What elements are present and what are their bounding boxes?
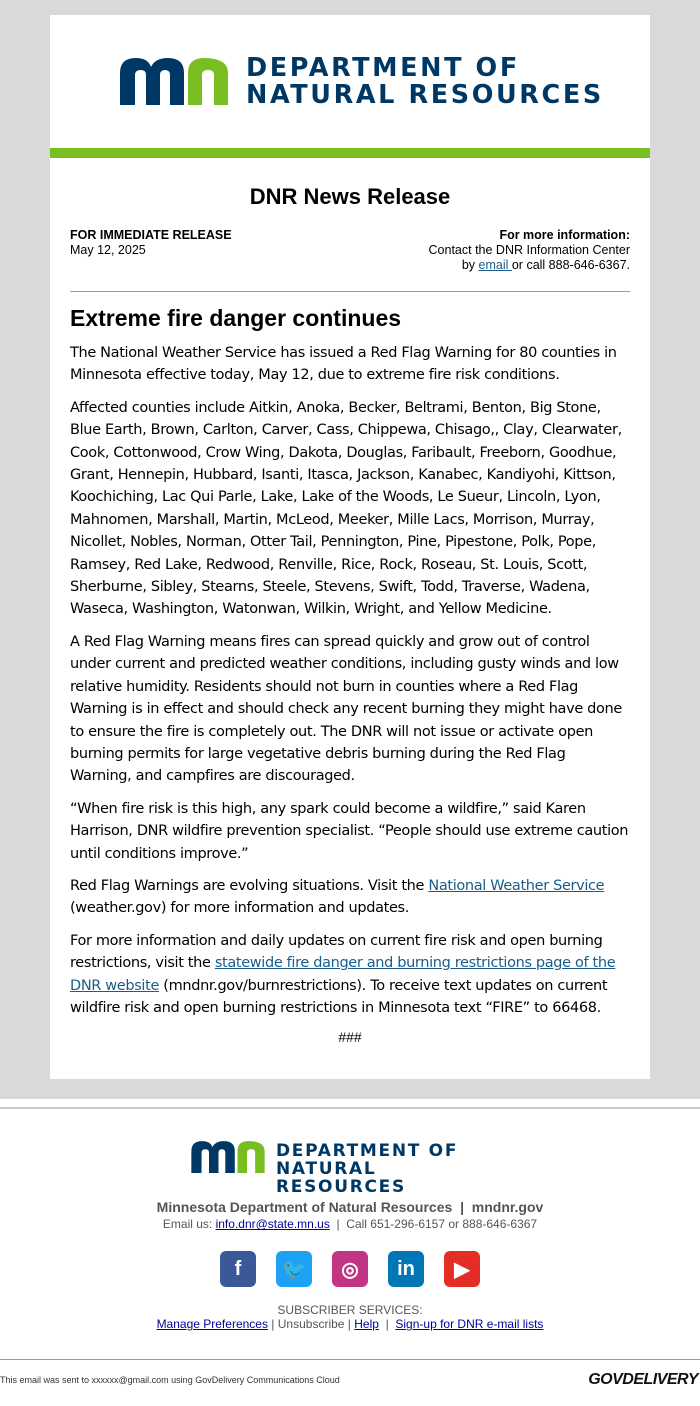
twitter-icon[interactable]: 🐦 [276, 1251, 312, 1287]
header-logo [50, 15, 650, 158]
department-name [246, 55, 604, 109]
info-label: For more information: [499, 228, 630, 242]
release-meta [50, 228, 650, 273]
paragraph-6 [70, 930, 630, 1020]
mn-logo-icon [118, 55, 230, 105]
help-link[interactable]: Help [354, 1317, 379, 1332]
manage-preferences-link[interactable]: Manage Preferences [156, 1317, 268, 1332]
govdelivery-logo[interactable]: GOVDELIVERY [588, 1371, 698, 1389]
info-by: by [461, 258, 479, 272]
bottom-bar [0, 1360, 700, 1400]
headline: Extreme fire danger continues [70, 305, 402, 331]
paragraph-5 [70, 875, 630, 920]
footer-call: | Call 651-296-6157 or 888-646-6367 [329, 1217, 538, 1232]
p5-text-b: (weather.gov) for more information and updates. [70, 900, 409, 917]
p5-text-a: Red Flag Warnings are evolving situations. Visit the [70, 877, 429, 894]
burn-restrictions-link[interactable]: statewide fire danger and burning restrictions page of the DNR website [70, 955, 616, 994]
release-title: DNR News Release [249, 184, 451, 209]
paragraph-2: Affected counties include Aitkin, Anoka, Becker, Beltrami, Benton, Big Stone, Blue Earth, Brown, Carlton, Carver, Cass, Chippewa, Chisago,, Clay, Clearwater, Cook, Cottonwood, Crow Wing, Dakota, Douglas, Faribault, Freeborn, Goodhue, Grant, Hennepin, Hubbard, Isanti, Itasca, Jackson, Kanabec, Kandiyohi, Kittson, Koochiching, Lac Qui Parle, Lake, Lake of the Woods, Le Sueur, Lincoln, Lyon, Mahnomen, Marshall, Martin, McLeod, Meeker, Mille Lacs, Morrison, Murray, Nicollet, Nobles, Norman, Otter Tail, Pennington, Pine, Pipestone, Polk, Pope, Ramsey, Red Lake, Redwood, Renville, Rice, Rock, Roseau, St. Louis, Scott, Sherburne, Sibley, Stearns, Steele, Stevens, Swift, Todd, Traverse, Wadena, Waseca, Washington, Watonwan, Wilkin, Wright, and Yellow Medicine. [70, 399, 622, 618]
dept-line2: NATURAL RESOURCES [246, 80, 604, 110]
subscriber-title: SUBSCRIBER SERVICES: [277, 1303, 423, 1318]
footer [0, 1139, 700, 1331]
youtube-icon[interactable]: ▶ [444, 1251, 480, 1287]
email-label: Email us: [162, 1217, 216, 1232]
footer-dept-line2: NATURAL RESOURCES [276, 1159, 406, 1198]
instagram-icon[interactable]: ◎ [332, 1251, 368, 1287]
social-icons [0, 1251, 700, 1287]
email-card [50, 15, 650, 1079]
footer-logo [190, 1139, 510, 1198]
footer-dept-name [276, 1142, 510, 1196]
footer-mn-logo-icon [190, 1139, 266, 1173]
linkedin-icon[interactable]: in [388, 1251, 424, 1287]
end-marker: ### [338, 1029, 362, 1046]
facebook-icon[interactable]: f [220, 1251, 256, 1287]
signup-link[interactable]: Sign-up for DNR e-mail lists [395, 1317, 544, 1332]
sep2: | [378, 1317, 396, 1332]
paragraph-3: A Red Flag Warning means fires can spread quickly and grow out of control under current and predicted weather conditions, including gusty winds and low relative humidity. Residents should not burn in counties where a Red Flag Warning is in effect and should check any recent burning they might have done to ensure the fire is completely out. The DNR will not issue or activate open burning permits for large vegetative debris burning during the Red Flag Warning, and campfires are discouraged. [70, 633, 622, 785]
footer-dept-line1: DEPARTMENT OF [276, 1141, 459, 1162]
p6-text-b: (mndnr.gov/burnrestrictions). To receive text updates on current wildfire risk and open burning restrictions in Minnesota text “FIRE” to 66468. [70, 977, 608, 1016]
article [50, 304, 650, 1079]
release-date: May 12, 2025 [70, 243, 146, 257]
info-phone: or call 888-646-6367. [511, 258, 630, 272]
paragraph-1: The National Weather Service has issued a Red Flag Warning for 80 counties in Minnesota effective today, May 12, due to extreme fire risk conditions. [70, 345, 617, 384]
footer-contact [0, 1217, 700, 1231]
unsubscribe-sep: | Unsubscribe | [267, 1317, 355, 1332]
release-label: FOR IMMEDIATE RELEASE [70, 228, 232, 242]
info-line: Contact the DNR Information Center [428, 243, 630, 257]
dept-line1: DEPARTMENT OF [246, 53, 520, 83]
divider [70, 291, 630, 292]
sent-notice: This email was sent to xxxxxx@gmail.com using GovDelivery Communications Cloud [0, 1375, 340, 1386]
email-link[interactable]: email [478, 258, 512, 272]
nws-link[interactable]: National Weather Service [428, 877, 605, 894]
footer-divider [0, 1107, 700, 1109]
p6-text-a: For more information and daily updates on current fire risk and open burning restrictions, visit the [70, 932, 603, 972]
subscriber-links [0, 1317, 700, 1331]
footer-org: Minnesota Department of Natural Resources | mndnr.gov [156, 1199, 544, 1216]
paragraph-4: “When fire risk is this high, any spark could become a wildfire,” said Karen Harrison, DNR wildfire prevention specialist. “People should use extreme caution until conditions improve.” [70, 800, 629, 862]
footer-email-link[interactable]: info.dnr@state.mn.us [215, 1217, 330, 1232]
